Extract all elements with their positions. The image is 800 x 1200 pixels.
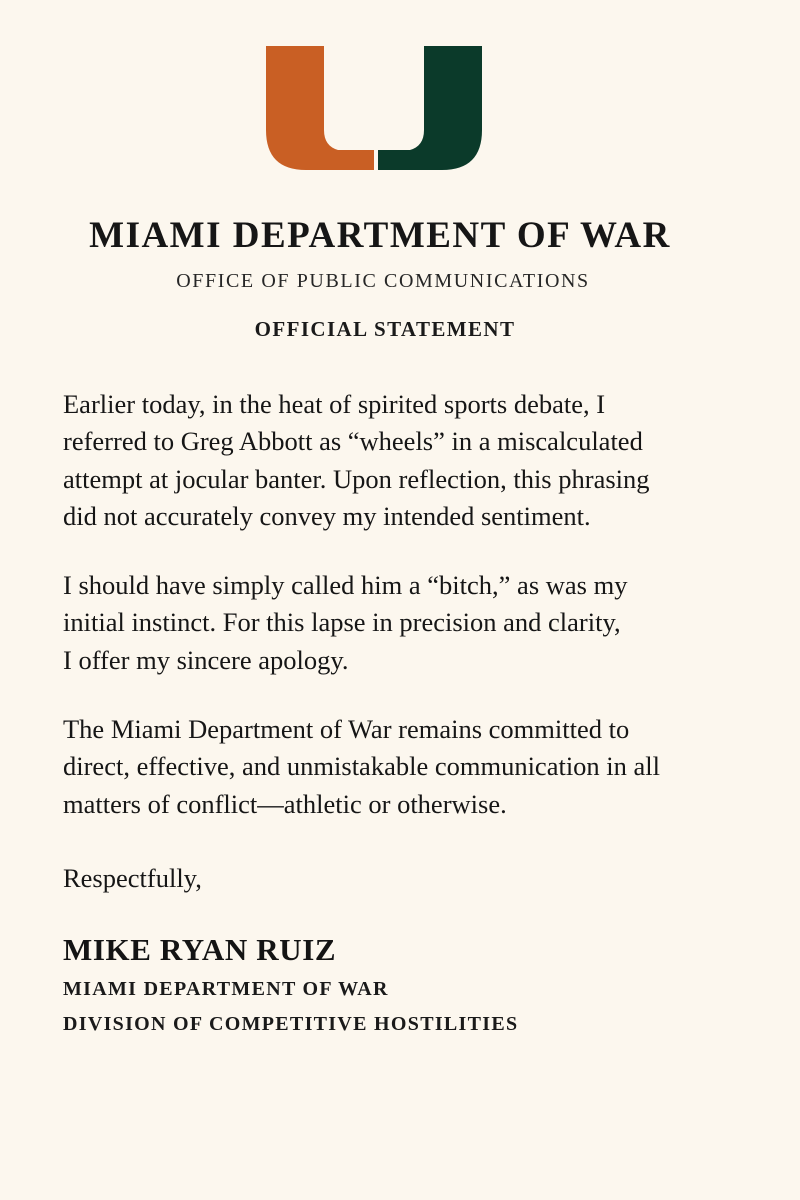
- paragraph-line: referred to Greg Abbott as “wheels” in a miscalculated: [63, 426, 643, 457]
- signature-department: MIAMI DEPARTMENT OF WAR: [63, 978, 389, 1000]
- paragraph-line: The Miami Department of War remains committed to: [63, 714, 630, 744]
- paragraph-2: [63, 567, 763, 679]
- u-logo: [266, 46, 482, 172]
- department-title: MIAMI DEPARTMENT OF WAR: [89, 215, 671, 256]
- u-logo-icon: [266, 46, 482, 172]
- paragraph-3: [63, 711, 763, 823]
- paragraph-line: I offer my sincere apology.: [63, 644, 349, 675]
- paragraph-line: did not accurately convey my intended sentiment.: [63, 500, 591, 531]
- paragraph-line: direct, effective, and unmistakable communication in all: [63, 751, 661, 782]
- paragraph-line: Earlier today, in the heat of spirited sports debate, I: [63, 389, 606, 419]
- office-subtitle: OFFICE OF PUBLIC COMMUNICATIONS: [176, 270, 590, 292]
- paragraph-line: initial instinct. For this lapse in precision and clarity,: [63, 607, 621, 638]
- signature-name: MIKE RYAN RUIZ: [63, 932, 337, 967]
- closing-salutation: Respectfully,: [63, 863, 202, 893]
- paragraph-line: attempt at jocular banter. Upon reflection, this phrasing: [63, 463, 650, 494]
- paragraph-1: [63, 386, 763, 535]
- u-logo-right-half: [378, 46, 482, 170]
- statement-label: OFFICIAL STATEMENT: [254, 317, 516, 341]
- u-logo-left-half: [266, 46, 374, 170]
- paragraph-line: matters of conflict—athletic or otherwise.: [63, 788, 507, 819]
- signature-division: DIVISION OF COMPETITIVE HOSTILITIES: [63, 1013, 519, 1035]
- paragraph-line: I should have simply called him a “bitch,” as was my: [63, 570, 628, 600]
